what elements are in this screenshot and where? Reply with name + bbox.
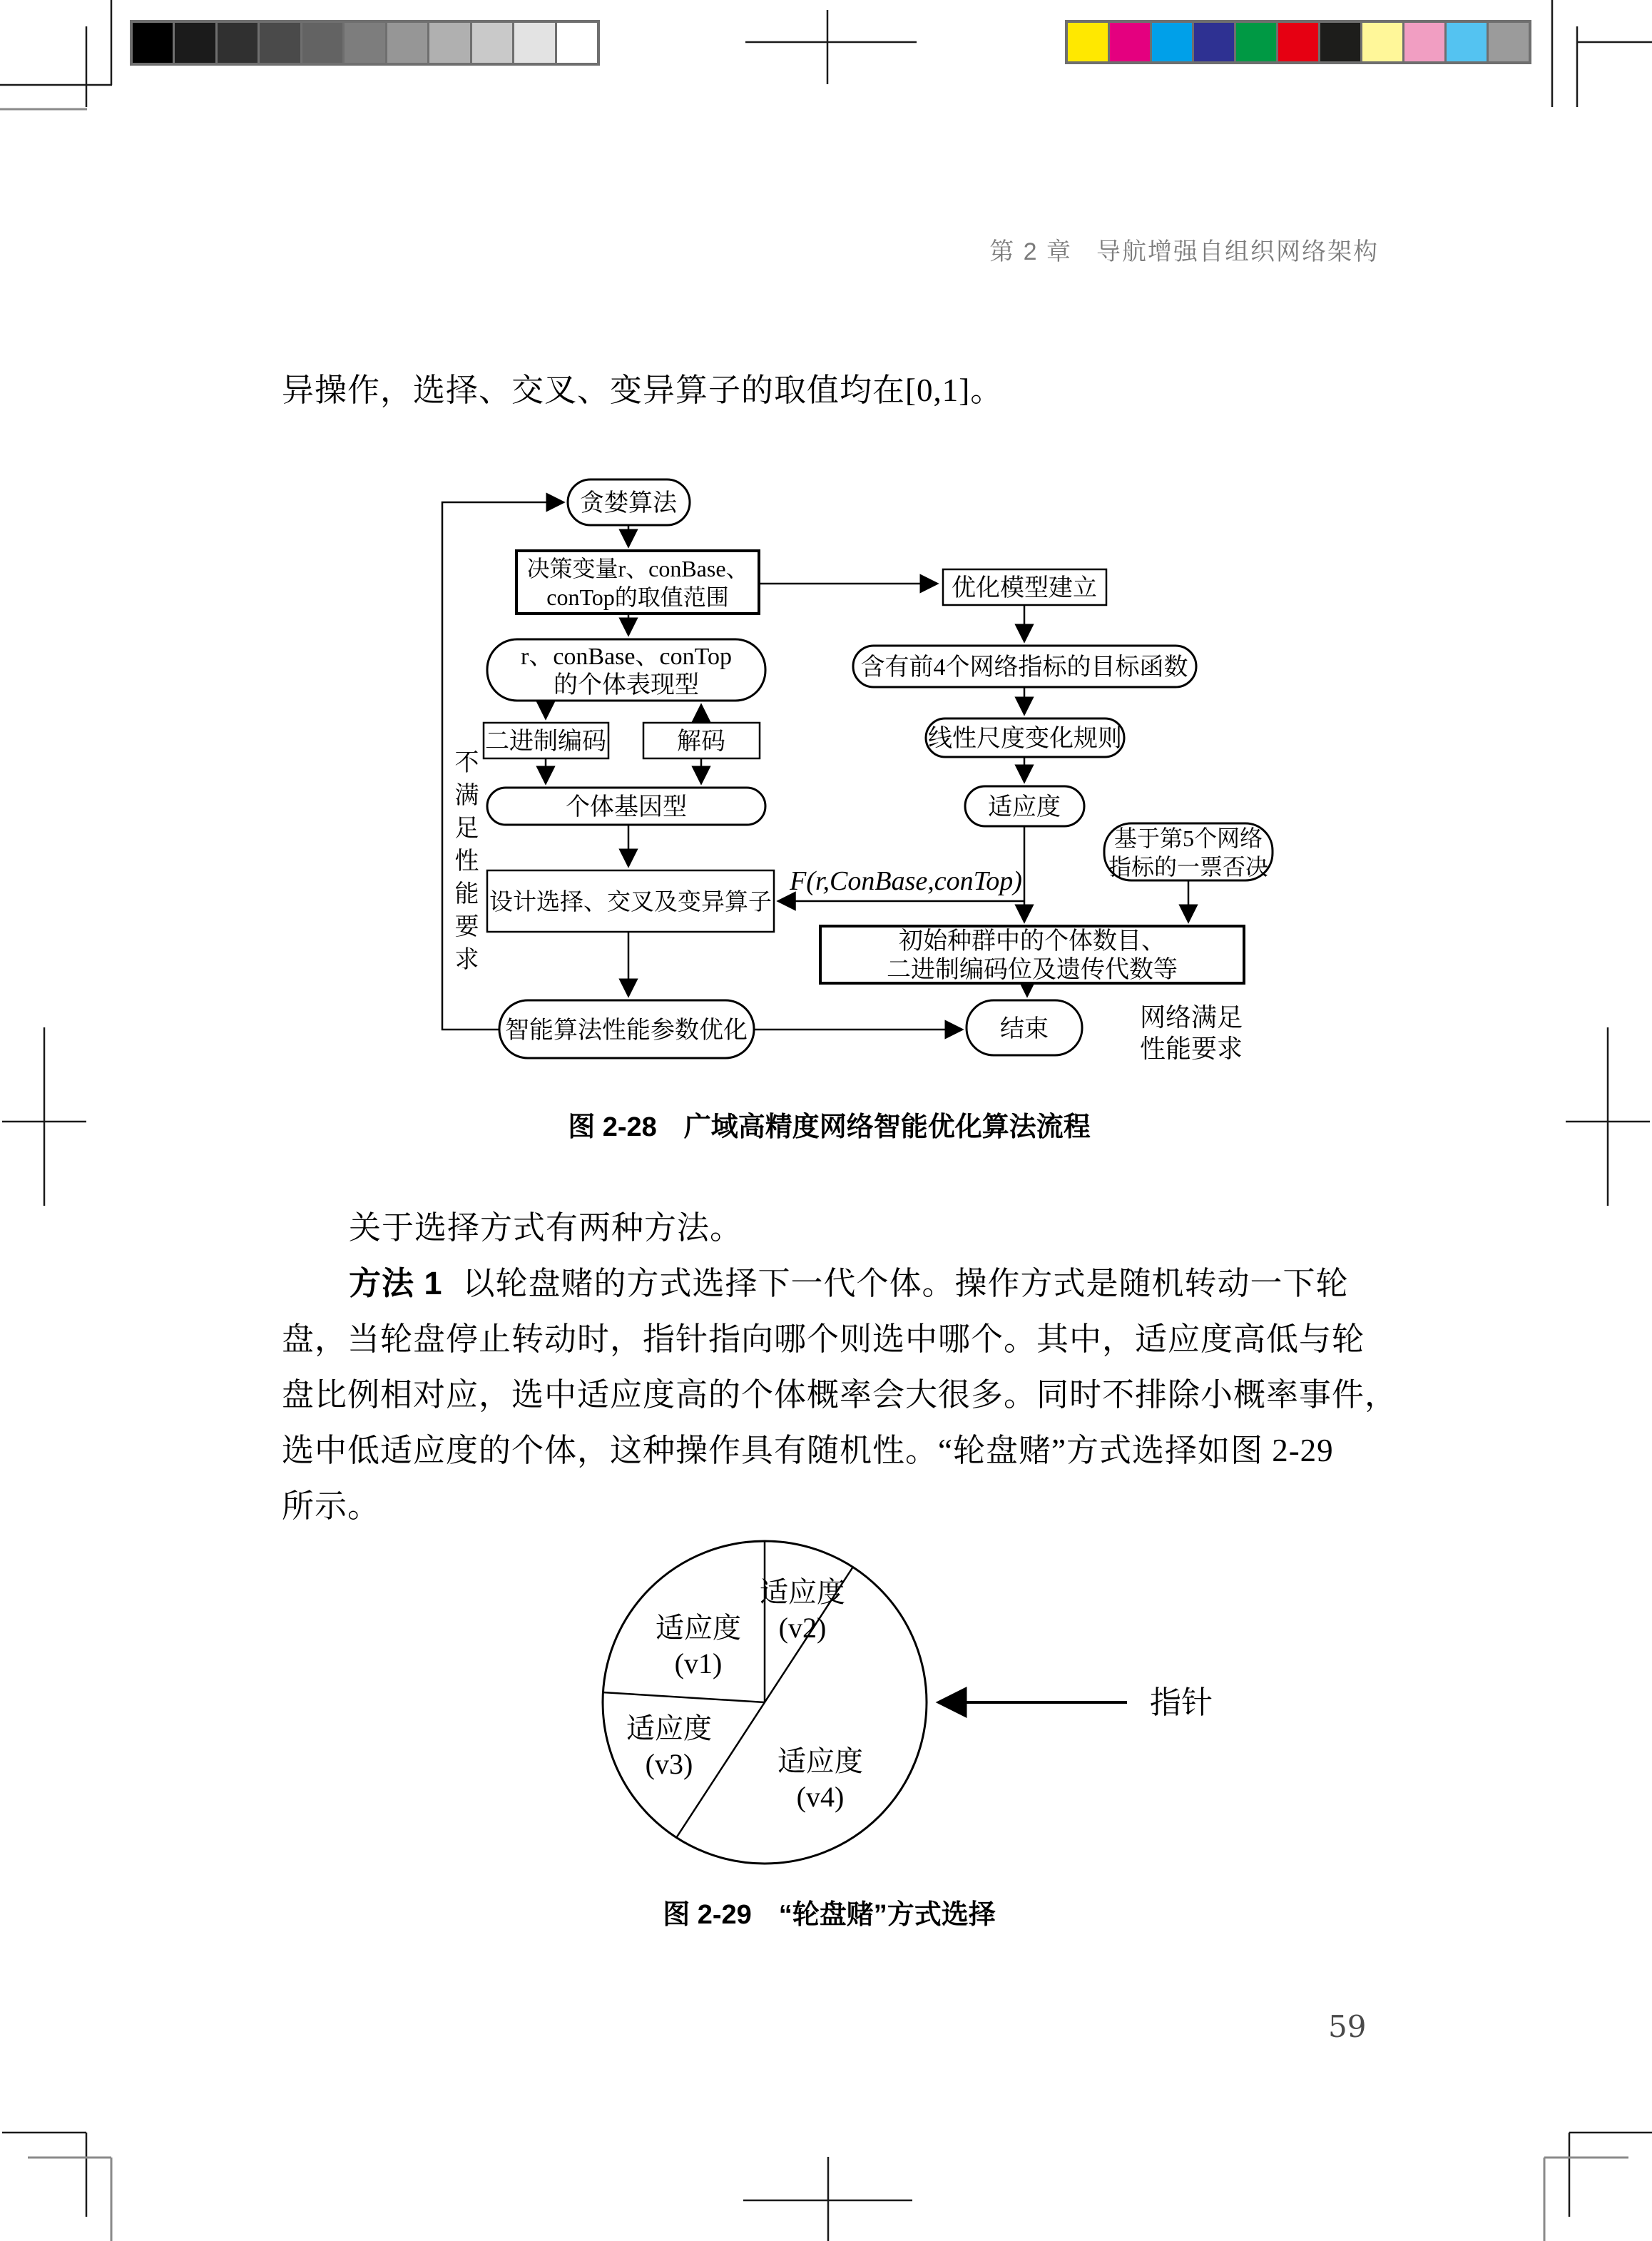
paragraph-line: 选中低适应度的个体，这种操作具有随机性。“轮盘赌”方式选择如图 2-29 <box>282 1433 1334 1468</box>
label-genotype: 个体基因型 <box>566 794 687 820</box>
crop-mark-bottom-center <box>743 2157 912 2241</box>
crop-marks-gray <box>0 109 1628 2241</box>
page-number: 59 <box>1328 2009 1367 2044</box>
crop-mark-bottom-right <box>1569 2133 1652 2217</box>
figure-2-28-caption: 图 2-28 广域高精度网络智能优化算法流程 <box>568 1112 1091 1142</box>
label-init-l1: 初始种群中的个体数目、 <box>899 928 1166 955</box>
crop-mark-top-left <box>0 0 112 107</box>
slice-v1-sub: (v1) <box>674 1647 723 1680</box>
flowchart-figure-2-28 <box>442 479 1273 1058</box>
method-1-text: 以轮盘赌的方式选择下一代个体。操作方式是随机转动一下轮 <box>462 1266 1349 1301</box>
pie-figure-2-29 <box>603 1541 1213 1864</box>
crop-mark-top-center <box>745 10 917 84</box>
crop-mark-bottom-right-gray <box>1544 2158 1628 2241</box>
slice-v4-sub: (v4) <box>796 1781 845 1813</box>
satisfied-label-line1: 网络满足 <box>1140 1003 1243 1032</box>
label-design: 设计选择、交叉及变异算子 <box>489 890 772 915</box>
crop-mark-left-middle <box>2 1027 86 1206</box>
crop-mark-bottom-left <box>2 2133 86 2217</box>
paragraph-line: 所示。 <box>282 1488 381 1524</box>
slice-v1-name: 适应度 <box>656 1612 741 1644</box>
paragraph-line: 盘比例相对应，选中适应度高的个体概率会大很多。同时不排除小概率事件， <box>282 1377 1398 1413</box>
label-veto-l1: 基于第5个网络 <box>1113 825 1263 851</box>
paragraph-line: 异操作，选择、交叉、变异算子的取值均在[0,1]。 <box>282 372 1004 408</box>
crop-mark-top-right <box>1552 0 1652 107</box>
label-veto-l2: 指标的一票否决 <box>1108 854 1269 880</box>
label-decode: 解码 <box>677 728 725 755</box>
slice-v2-name: 适应度 <box>760 1576 845 1608</box>
label-phenotype-l2: 的个体表现型 <box>554 672 699 698</box>
paragraph-line: 关于选择方式有两种方法。 <box>349 1210 743 1246</box>
label-end: 结束 <box>1000 1016 1049 1042</box>
slice-v4-name: 适应度 <box>777 1745 863 1777</box>
not-satisfied-label: 不满足性能要求 <box>451 749 477 979</box>
chapter-number: 第 2 章 <box>989 238 1072 265</box>
slice-v3-sub: (v3) <box>645 1748 693 1780</box>
figure-2-29-caption: 图 2-29 “轮盘赌”方式选择 <box>663 1900 996 1930</box>
label-f-function: F(r,ConBase,conTop) <box>790 866 1022 896</box>
label-linear: 线性尺度变化规则 <box>928 726 1122 752</box>
slice-v2-sub: (v2) <box>778 1612 827 1644</box>
label-decision-l1: 决策变量r、conBase、 <box>526 556 749 581</box>
paragraph-line: 盘，当轮盘停止转动时，指针指向哪个则选中哪个。其中，适应度高低与轮 <box>282 1321 1365 1357</box>
method-1-label: 方法 1 <box>349 1265 443 1301</box>
label-init-l2: 二进制编码位及遗传代数等 <box>887 957 1178 983</box>
label-fitness: 适应度 <box>988 794 1061 820</box>
label-decision-l2: conTop的取值范围 <box>546 584 729 610</box>
label-binary: 二进制编码 <box>485 728 606 755</box>
label-smart: 智能算法性能参数优化 <box>505 1017 748 1044</box>
label-greedy: 贪婪算法 <box>580 490 677 517</box>
pointer-label: 指针 <box>1150 1685 1213 1720</box>
crop-mark-right-middle <box>1566 1027 1650 1206</box>
chapter-title: 导航增强自组织网络架构 <box>1096 238 1379 265</box>
satisfied-label-line2: 性能要求 <box>1140 1035 1243 1063</box>
crop-mark-bottom-left-gray <box>28 2158 111 2241</box>
label-opt-model: 优化模型建立 <box>952 575 1097 601</box>
label-phenotype-l1: r、conBase、conTop <box>521 644 732 670</box>
label-objective: 含有前4个网络指标的目标函数 <box>860 654 1188 681</box>
slice-v3-name: 适应度 <box>626 1712 712 1744</box>
